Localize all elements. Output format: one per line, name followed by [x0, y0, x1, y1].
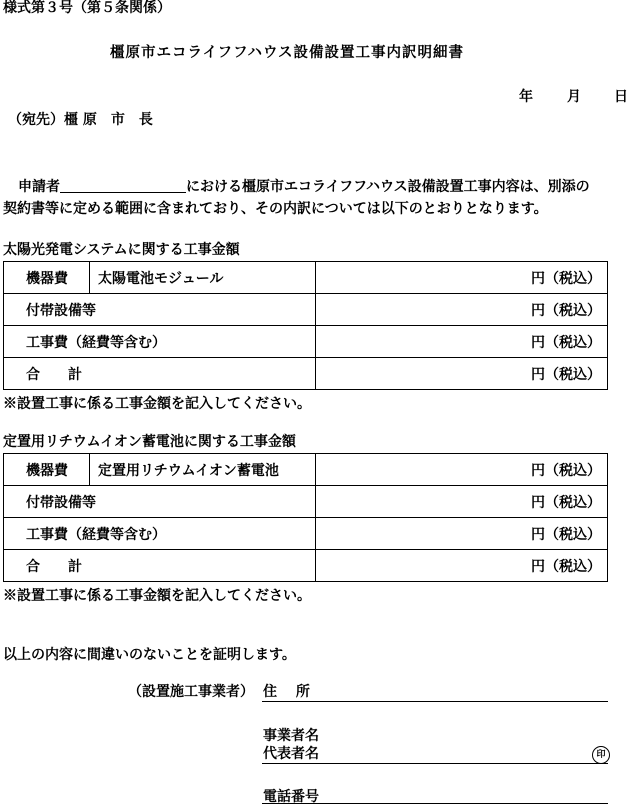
accessory-cost-amount[interactable]: 円（税込） — [316, 486, 608, 518]
representative-field[interactable] — [262, 763, 608, 764]
representative-label: 代表者名 — [263, 746, 319, 762]
table-row — [4, 294, 608, 326]
date-day-label: 日 — [614, 89, 628, 105]
table-row — [4, 486, 608, 518]
battery-amount-table — [3, 453, 608, 582]
solar-heading: 太陽光発電システムに関する工事金額 — [3, 242, 240, 258]
table-row — [4, 550, 608, 582]
solar-note: ※設置工事に係る工事金額を記入してください。 — [3, 396, 311, 412]
battery-heading: 定置用リチウムイオン蓄電池に関する工事金額 — [3, 434, 296, 450]
equipment-cost-amount[interactable]: 円（税込） — [316, 454, 608, 486]
equipment-item-label: 定置用リチウムイオン蓄電池 — [90, 454, 316, 486]
construction-cost-label: 工事費（経費等含む） — [4, 326, 316, 358]
battery-note: ※設置工事に係る工事金額を記入してください。 — [3, 588, 311, 604]
contractor-label: （設置施工事業者） — [128, 684, 254, 700]
intro-line-2: 契約書等に定める範囲に含まれており、その内訳については以下のとおりとなります。 — [3, 201, 548, 217]
applicant-label: 申請者 — [18, 179, 60, 195]
phone-field[interactable] — [262, 803, 608, 804]
table-row — [4, 518, 608, 550]
total-label: 合 計 — [4, 358, 316, 390]
accessory-cost-amount[interactable]: 円（税込） — [316, 294, 608, 326]
page-title: 橿原市エコライフフハウス設備設置工事内訳明細書 — [110, 44, 465, 61]
total-label: 合 計 — [4, 550, 316, 582]
table-row — [4, 326, 608, 358]
intro-line-1-text: における橿原市エコライフフハウス設備設置工事内容は、別添の — [186, 179, 590, 195]
phone-label: 電話番号 — [263, 789, 319, 805]
form-number: 様式第３号（第５条関係） — [3, 0, 171, 16]
construction-cost-amount[interactable]: 円（税込） — [316, 326, 608, 358]
construction-cost-amount[interactable]: 円（税込） — [316, 518, 608, 550]
address-field[interactable] — [262, 701, 608, 702]
equipment-item-label: 太陽電池モジュール — [90, 262, 316, 294]
certification-statement: 以上の内容に間違いのないことを証明します。 — [3, 647, 296, 663]
date-month-label: 月 — [567, 89, 581, 105]
table-row — [4, 358, 608, 390]
accessory-cost-label: 付帯設備等 — [4, 486, 316, 518]
table-row — [4, 262, 608, 294]
construction-cost-label: 工事費（経費等含む） — [4, 518, 316, 550]
equipment-cost-amount[interactable]: 円（税込） — [316, 262, 608, 294]
applicant-name-field[interactable] — [60, 178, 186, 193]
accessory-cost-label: 付帯設備等 — [4, 294, 316, 326]
table-row — [4, 454, 608, 486]
date-year-label: 年 — [519, 89, 533, 105]
total-amount[interactable]: 円（税込） — [316, 550, 608, 582]
intro-line-1 — [18, 178, 590, 195]
seal-icon: 印 — [592, 746, 610, 764]
address-label: 住 所 — [263, 684, 310, 700]
equipment-cost-label: 機器費 — [4, 262, 90, 294]
solar-amount-table — [3, 261, 608, 390]
equipment-cost-label: 機器費 — [4, 454, 90, 486]
addressee: （宛先）橿 原 市 長 — [8, 112, 153, 128]
total-amount[interactable]: 円（税込） — [316, 358, 608, 390]
company-name-label: 事業者名 — [263, 728, 319, 744]
